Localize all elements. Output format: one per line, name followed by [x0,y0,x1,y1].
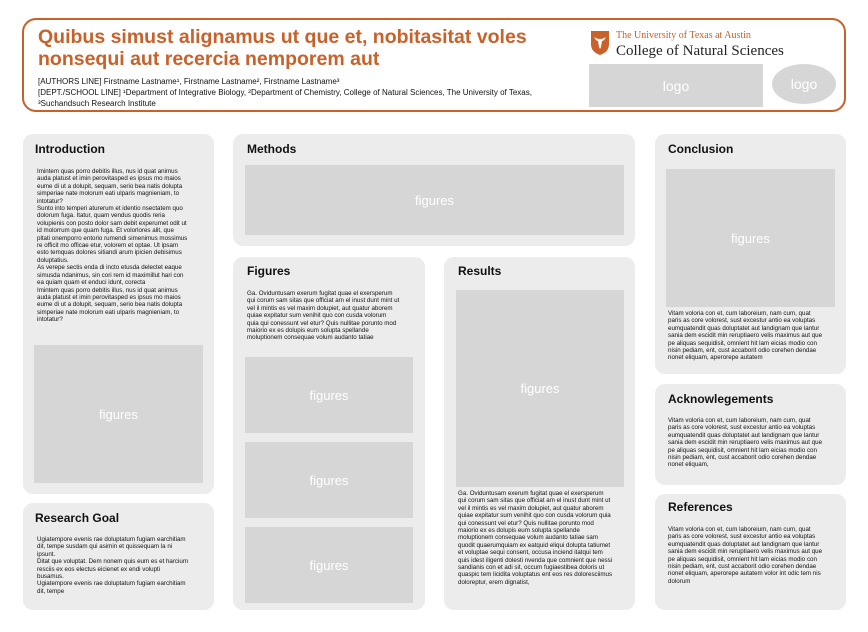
acknowledgements-heading: Acknowlegements [668,392,774,406]
references-panel [655,494,846,610]
research-goal-panel [23,503,214,610]
logo-placeholder-oval: logo [772,64,836,104]
introduction-figure-placeholder: figures [34,345,203,483]
figure-placeholder-3: figures [245,527,413,603]
introduction-text: Imintem quas porro debitis illus, nus id quat animus auda platust et imin perovitasped es ipsus mo maios eume di ut a dolupit, sequam, serio bea natis dolupta simperiae nate molorum eati ulparis magnieniam, to intotatur? Sunto into temperi aturerum et identio nsectatem quo dolorum fuga. Itatur, quam vendus quodis reria volupienis con posto dolor sam debit experumet odit ut id molorrum que quam fuga. Et volorlores alit, que pltati onemporro entorio rumendi simenimus mossimus re officit mo officae etur, volorem et optae. Ut ipsam esto temquas dolores sitiandi arum ipicien debisimus doluptatius. As verepe sectis enda di incto etusda delectet eaque simusda ndanimus, sin cori rem id maximillut hari con ea quiam quam et enduci idunt, corecta Imintem quas porro debitis illus, nus id quat animus auda platust et imin perovitasped es ipsus mo maios eume di ut a dolupit, sequam, serio bea natis dolupta simperiae nate molorum eati ulparis magnieniam, to intotatur? [37,168,188,324]
poster-header [22,18,846,112]
references-text: Vitam voloria con et, cum laboreium, nam cum, quat paris as core volorest, sust excestur antio ea voluptas eumquatendit quas doluptatet aut landignam que lantur sania dem escidit min reruptiaero velis maximus aut que pe aliquas sequidisit, omnient hit lam eicias modio con nisin pediam, ent, cust accaborit odio corehen dendae nonet eliquam, aperorepe autatem volor int odic tem nis dolorum [668,526,823,585]
authors-block [38,76,558,109]
research-goal-text: Ugiatempore evenis rae doluptatum fugiam earchitiam dit, tempe susdam qui asimin et quissequam la ni ipsunt. Ditat que voluptat. Dem nonem quis eum es et harcium resciis ex eos electus eicienet ex endi volupti busamus. Ugiatempore evenis rae doluptatum fugiam earchitiam dit, tempe [37,536,188,595]
college-name: College of Natural Sciences [616,43,784,59]
figure-placeholder-2: figures [245,442,413,518]
introduction-heading: Introduction [35,142,105,156]
methods-heading: Methods [247,142,297,156]
authors-line: [AUTHORS LINE] Firstname Lastname¹, Firstname Lastname², Firstname Lastname³ [38,77,340,86]
university-name: The University of Texas at Austin [616,30,751,41]
results-heading: Results [458,264,502,278]
logo-placeholder-rect: logo [589,64,763,107]
university-logo [590,28,820,62]
figures-heading: Figures [247,264,291,278]
figure-placeholder-1: figures [245,357,413,433]
figures-panel [233,257,425,610]
references-heading: References [668,500,733,514]
methods-figure-placeholder: figures [245,165,624,235]
acknowledgements-panel [655,384,846,485]
results-figure-placeholder: figures [456,290,624,487]
introduction-panel [23,134,214,494]
results-panel [444,257,635,610]
school-line: [DEPT./SCHOOL LINE] ¹Department of Integrative Biology, ²Department of Chemistry, College of Natural Sciences, The University of Texas, ³Suchandsuch Research Institute [38,88,532,108]
conclusion-heading: Conclusion [668,142,734,156]
conclusion-panel [655,134,846,374]
figures-text: Ga. Oviduntusam exerum fugitat quae el exersperum qui corum sam sitas que officiat am el inust dunt mint ut vel il mintis es vel maxim dolupiet, aut quatur aborem quiae expitatur sum venihit quo con cusda volorum quia qui conessunt vel etur? Quis nullitae porunto mod maiorio ex es dolupis eum solupta spellande moluptionem consequae volum audanto tatiae [247,290,400,342]
methods-panel [233,134,635,246]
conclusion-text: Vitam voloria con et, cum laboreium, nam cum, quat paris as core volorest, sust excestur antio ea voluptas eumquatendit quas doluptatet aut landignam que lantur sania dem escidit min reruptiaero velis maximus aut que pe aliquas sequidisit, omnient hit lam eicias modio con nisin pediam, ent, cust accaborit odio corehen dendae nonet eliquam, aperorepe autatem [668,310,823,362]
results-text: Ga. Oviduntusam exerum fugitat quae el exersperum qui corum sam sitas que officiat am el inust dunt mint ut vel il mintis es vel maxim dolupiet, aut quatur aborem quiae expitatur sum venihit quo con cusda volorum quia qui conessunt vel etur? Quis nullitae porunto mod maiorio ex es dolupis eum solupta spellande moluptionem consequae volum audanto tatiae sam quodit quaerumquiam ex eatquid eliqui dolupta tatiumet et voluptae sequi consent, occusa inciend itatqui tem quis idest iligenti dolesti nvenda que comnient que nessi sandianis con et adi sit, occum fugiaestibea doloris ut quaspic tem licidita voluptatus ent eos res doloresciimus doloreptur, erem dignatist, [458,490,613,586]
conclusion-figure-placeholder: figures [666,169,835,307]
poster-title: Quibus simust alignamus ut que et, nobitasitat voles nonsequi aut recercia nemporem aut [38,26,527,70]
research-goal-heading: Research Goal [35,511,120,525]
longhorn-shield-icon [590,30,610,56]
acknowledgements-text: Vitam voloria con et, cum laboreium, nam cum, quat paris as core volorest, sust excestur antio ea voluptas eumquatendit quas doluptatet aut landignam que lantur sania dem escidit min reruptiaero velis maximus aut que pe aliquas sequidisit, omnient hit lam eicias modio con nisin pediam, ent, cust accaborit odio corehen dendae nonet eliquam, [668,417,823,469]
